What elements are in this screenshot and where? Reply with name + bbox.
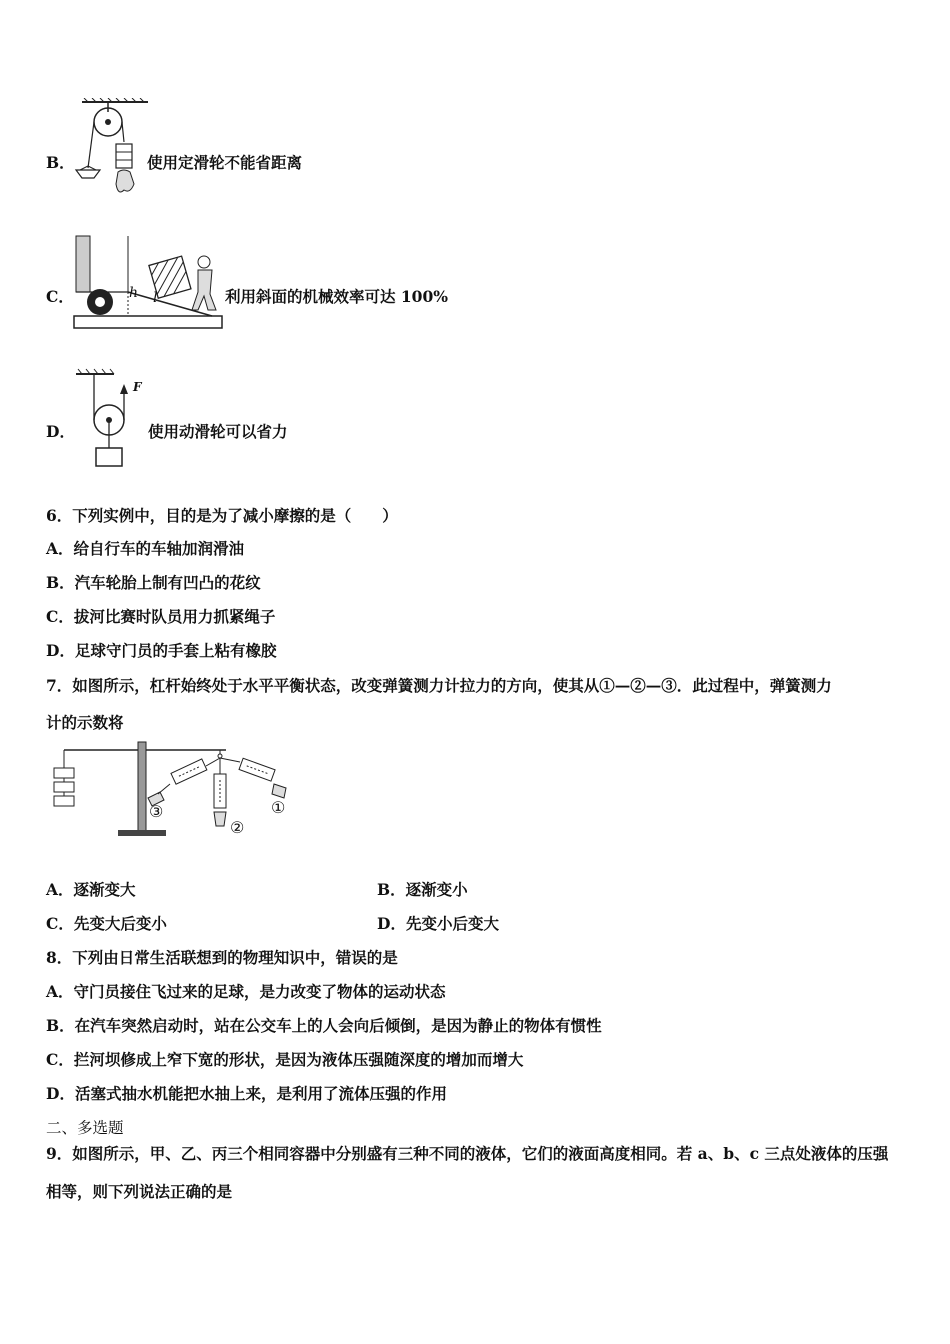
q8-option-b: B．在汽车突然启动时，站在公交车上的人会向后倾倒，是因为静止的物体有惯性 bbox=[46, 1016, 602, 1035]
q8-option-a: A．守门员接住飞过来的足球，是力改变了物体的运动状态 bbox=[46, 982, 446, 1001]
q6-option-d: D．足球守门员的手套上粘有橡胶 bbox=[46, 641, 277, 660]
q8-stem: 8．下列由日常生活联想到的物理知识中，错误的是 bbox=[46, 948, 398, 967]
q6-option-c: C．拔河比赛时队员用力抓紧绳子 bbox=[46, 607, 276, 626]
q9-stem-line1: 9．如图所示，甲、乙、丙三个相同容器中分别盛有三种不同的液体，它们的液面高度相同。若 a、b、c 三点处液体的压强 bbox=[46, 1144, 889, 1163]
option-c-text: 利用斜面的机械效率可达 100% bbox=[225, 287, 448, 306]
force-f-label: F bbox=[133, 380, 142, 394]
q6-option-a: A．给自行车的车轴加润滑油 bbox=[46, 539, 245, 558]
q7-option-c: C．先变大后变小 bbox=[46, 914, 167, 933]
q7-option-b: B．逐渐变小 bbox=[377, 880, 468, 899]
lever-position-1: ① bbox=[271, 798, 286, 817]
q7-option-d: D．先变小后变大 bbox=[377, 914, 499, 933]
lever-position-2: ② bbox=[230, 818, 245, 837]
q8-option-c: C．拦河坝修成上窄下宽的形状，是因为液体压强随深度的增加而增大 bbox=[46, 1050, 524, 1069]
option-c-label: C． bbox=[46, 287, 74, 306]
inclined-plane-figure bbox=[72, 232, 224, 332]
incline-length-label: l bbox=[153, 290, 158, 306]
q6-option-b: B．汽车轮胎上制有凹凸的花纹 bbox=[46, 573, 261, 592]
q6-stem: 6．下列实例中，目的是为了减小摩擦的是（ ） bbox=[46, 506, 398, 525]
lever-figure bbox=[48, 740, 298, 840]
q8-option-d: D．活塞式抽水机能把水抽上来，是利用了流体压强的作用 bbox=[46, 1084, 447, 1103]
option-d-label: D． bbox=[46, 422, 75, 441]
section-title: 二、多选题 bbox=[46, 1119, 124, 1137]
incline-height-label: h bbox=[129, 285, 139, 301]
q7-option-a: A．逐渐变大 bbox=[46, 880, 136, 899]
fixed-pulley-figure bbox=[72, 98, 152, 202]
option-b-text: 使用定滑轮不能省距离 bbox=[147, 153, 303, 172]
q7-stem-line1: 7．如图所示，杠杆始终处于水平平衡状态，改变弹簧测力计拉力的方向，使其从①—②—③．此过程中，弹簧测力 bbox=[46, 676, 832, 695]
option-b-label: B． bbox=[46, 153, 75, 172]
movable-pulley-figure bbox=[72, 366, 142, 470]
q9-stem-line2: 相等，则下列说法正确的是 bbox=[46, 1182, 233, 1201]
lever-position-3: ③ bbox=[149, 802, 164, 821]
option-d-text: 使用动滑轮可以省力 bbox=[148, 422, 288, 441]
q7-stem-line2: 计的示数将 bbox=[46, 713, 124, 732]
